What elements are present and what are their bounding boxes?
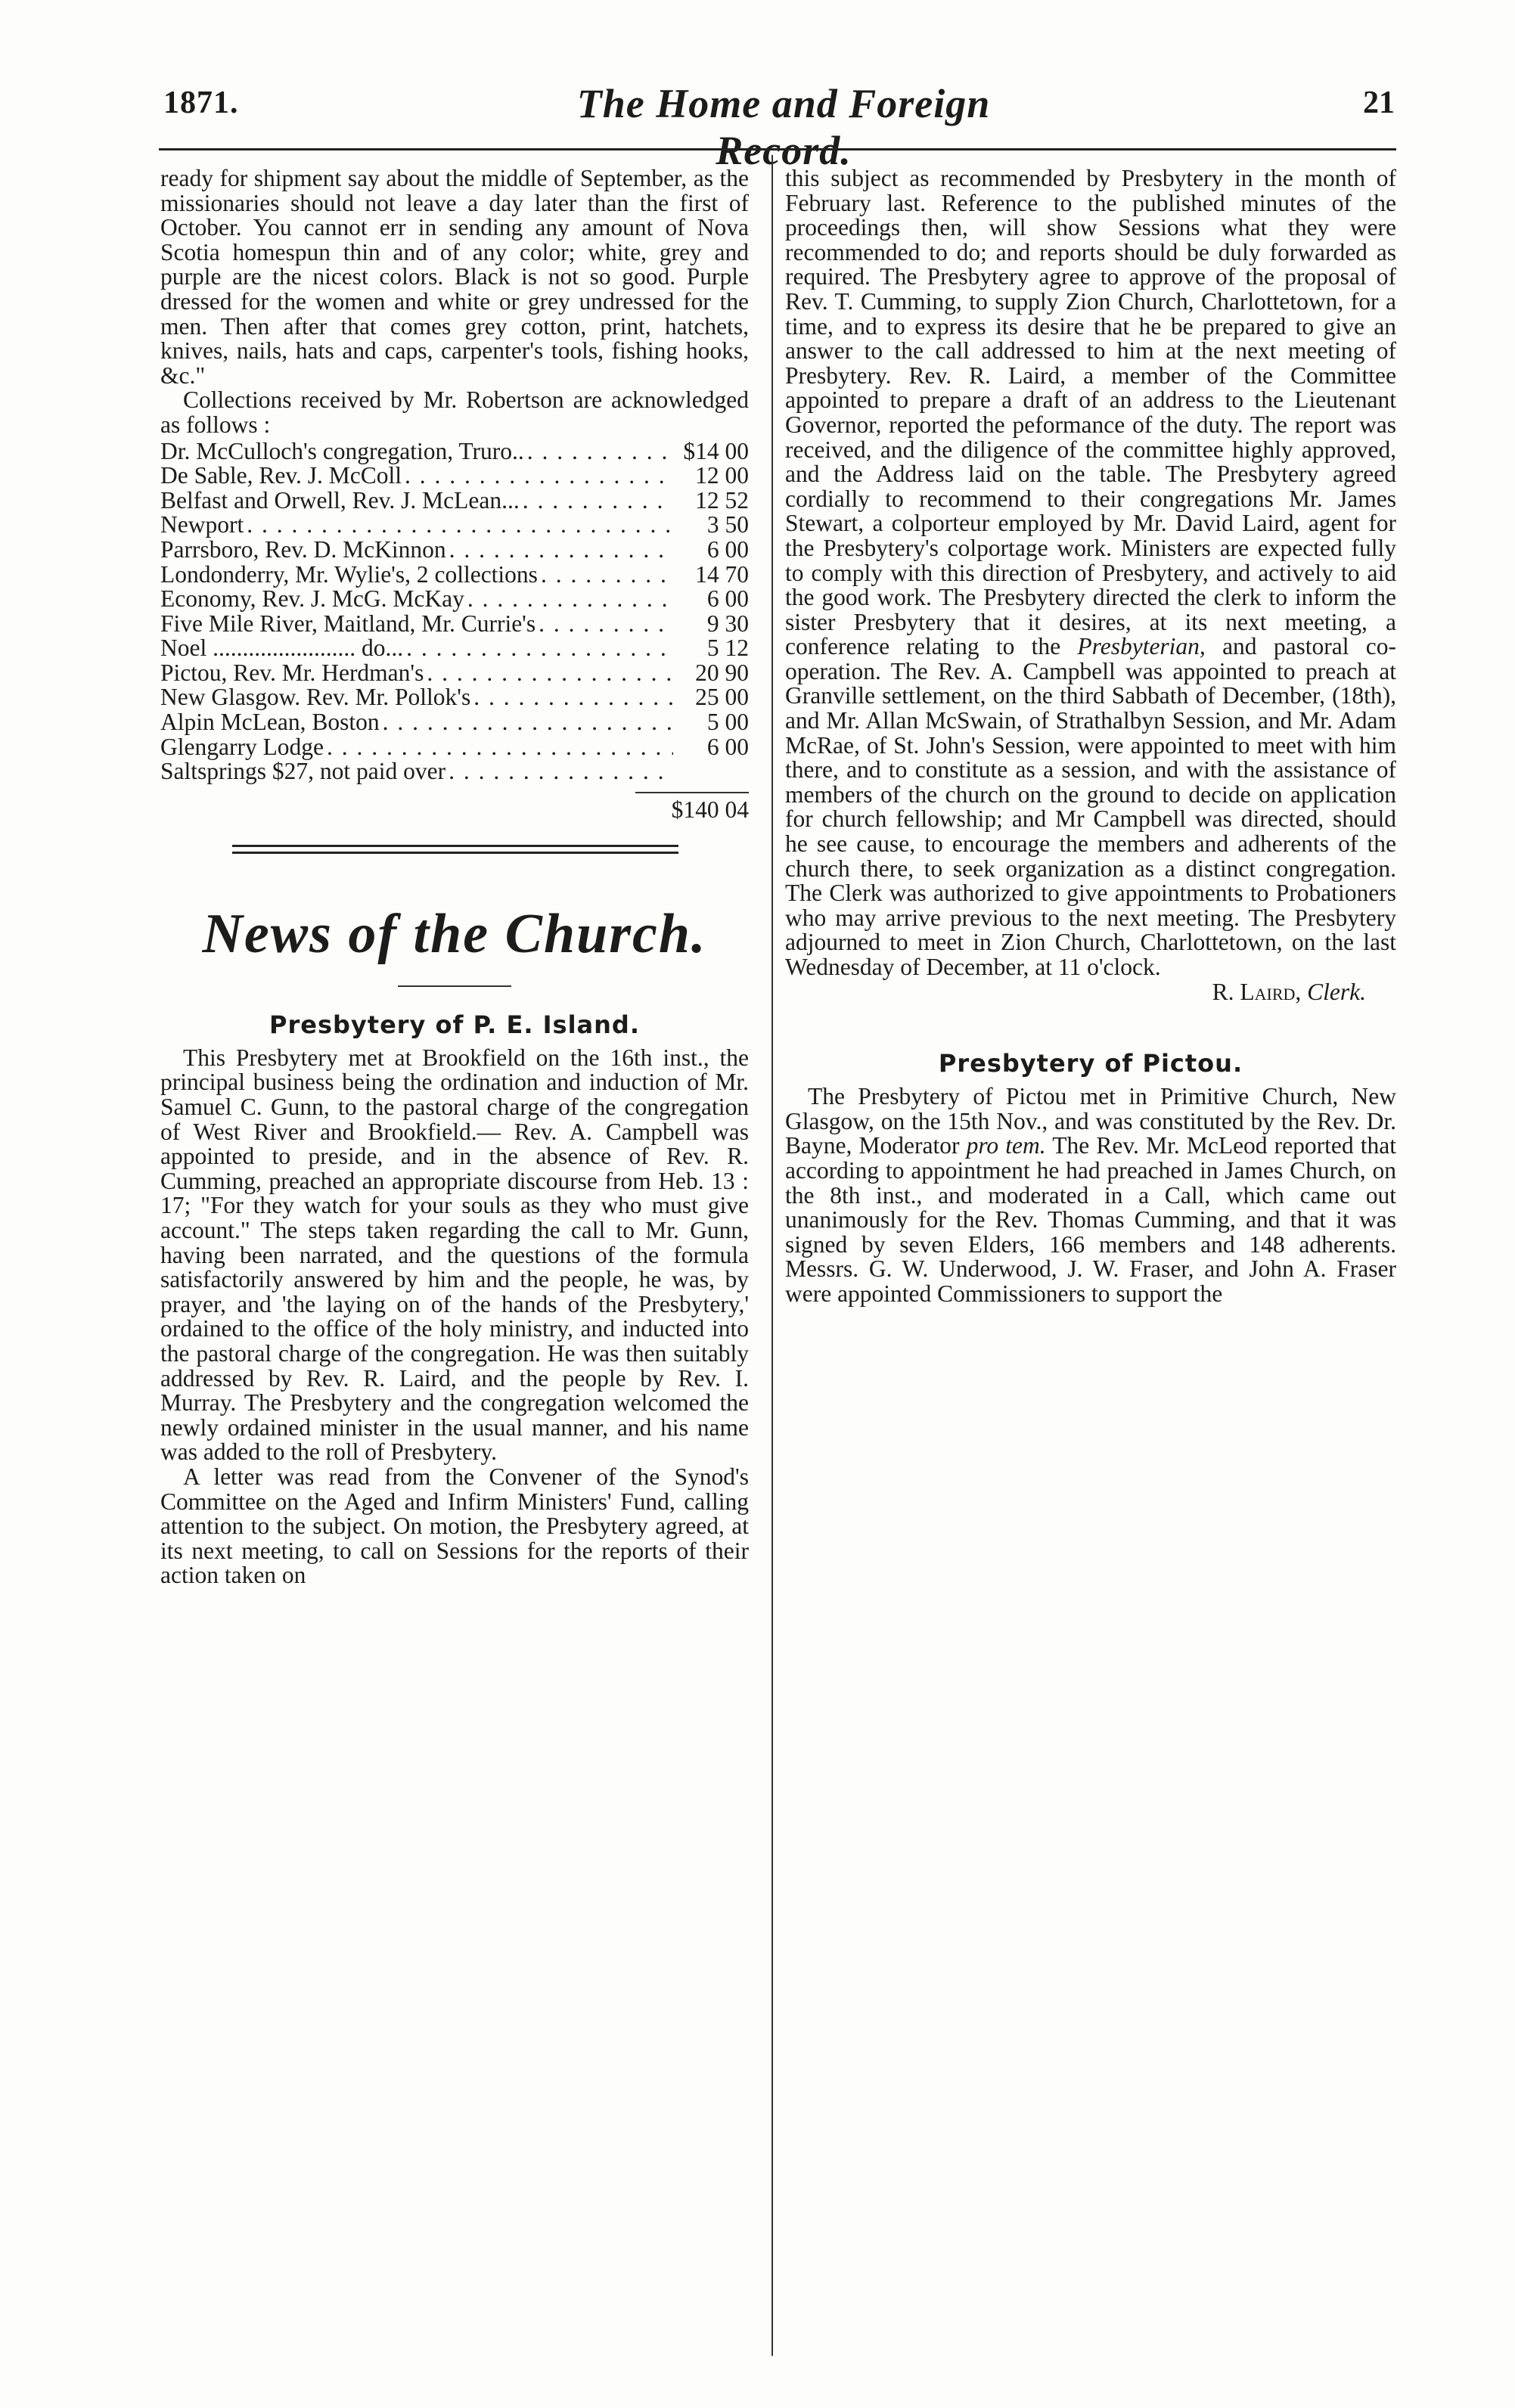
ledger-row bbox=[160, 685, 749, 710]
ledger-row bbox=[160, 486, 749, 514]
subheading-pictou: Presbytery of Pictou. bbox=[938, 1049, 1243, 1078]
right-column bbox=[785, 166, 1396, 1307]
ledger-row bbox=[160, 735, 749, 760]
ledger-row bbox=[160, 560, 749, 588]
ledger-amount: 6 00 bbox=[706, 733, 749, 760]
double-rule bbox=[232, 845, 678, 854]
pei-paragraph-2: A letter was read from the Convener of the Synod's Committee on the Aged and Infirm Ministers' Fund, calling attention to the subject. On motion, the Presbytery agreed, at its next meeting, to call on Sessions for the reports of their action taken on bbox=[160, 1463, 749, 1589]
ledger-row bbox=[160, 587, 749, 612]
ledger-name: Pictou, Rev. Mr. Herdman's bbox=[160, 659, 424, 686]
ledger-name: Saltsprings $27, not paid over bbox=[160, 758, 446, 785]
italic-run: Presbyterian, bbox=[1077, 633, 1206, 660]
heading-rule bbox=[398, 985, 511, 987]
ledger-name: Alpin McLean, Boston bbox=[160, 709, 380, 736]
left-column bbox=[160, 166, 749, 1588]
ledger-name: Londonderry, Mr. Wylie's, 2 collections bbox=[160, 560, 538, 588]
ledger-name: Economy, Rev. J. McG. McKay bbox=[160, 585, 464, 613]
ledger-amount: 25 00 bbox=[695, 684, 749, 711]
header-rule bbox=[159, 148, 1396, 150]
collections-ledger bbox=[160, 439, 749, 784]
ledger-row bbox=[160, 439, 749, 464]
ledger-name: Five Mile River, Maitland, Mr. Currie's bbox=[160, 610, 536, 637]
ledger-name: New Glasgow. Rev. Mr. Pollok's bbox=[160, 684, 471, 711]
pei-paragraph-1: This Presbytery met at Brookfield on the 16th inst., the principal business being the ordination and induction of Mr. Samuel C. Gunn, to the pastoral charge of the congregation of West River and Brookfield.— Rev. A. Campbell was appointed to preside, and in the absence of Rev. R. Cumming, preached an appropriate discourse from Heb. 13 : 17; "For they watch for your souls as they who must give account." The steps taken regarding the call to Mr. Gunn, having been narrated, and the questions of the formula satisfactorily answered by him and the people, he was, by prayer, and 'the laying on of the hands of the Presbytery,' ordained to the office of the holy ministry, and inducted into the pastoral charge of the congregation. He was then suitably addressed by Rev. R. Laird, and the people by Rev. I. Murray. The Presbytery and the congregation welcomed the newly ordained minister in the usual manner, and his name was added to the roll of Presbytery. bbox=[160, 1044, 749, 1466]
ledger-name: De Sable, Rev. J. McColl bbox=[160, 462, 402, 489]
ledger-name: Parrsboro, Rev. D. McKinnon bbox=[160, 535, 446, 563]
ledger-amount: 9 30 bbox=[706, 610, 749, 637]
ledger-amount: 20 90 bbox=[695, 659, 749, 686]
ledger-name: Noel ........................ do... bbox=[160, 635, 404, 662]
header-title: The Home and Foreign Record. bbox=[576, 81, 991, 173]
column-divider bbox=[771, 155, 773, 2356]
ledger-amount: 14 70 bbox=[695, 560, 749, 588]
pei-continued-paragraph bbox=[785, 166, 1396, 980]
text-run: and pastoral co-operation. The Rev. A. Campbell was appointed to preach at Granville settlement, on the third Sabbath of December, (18th), and Mr. Allan McSwain, of Strathalbyn Session, and Mr. Adam McRae, of St. John's Session, were appointed to meet with him there, and to constitute as a session, and with the assistance of members of the church on the ground to decide on application for church fellowship; and Mr Campbell was directed, should he see cause, to encourage the members and adherents of the church there, to seek organization as a distinct congregation. The Clerk was authorized to give appointments to Probationers who may arrive previous to the next meeting. The Presbytery adjourned to meet in Zion Church, Charlottetown, on the last Wednesday of December, at 11 o'clock. bbox=[785, 633, 1397, 980]
collections-total: $140 04 bbox=[671, 796, 749, 823]
subheading-pei: Presbytery of P. E. Island. bbox=[269, 1010, 640, 1039]
page-header bbox=[163, 81, 1395, 173]
ledger-name: Newport bbox=[160, 511, 244, 538]
ledger-amount: 5 00 bbox=[706, 709, 749, 736]
ledger-row bbox=[160, 464, 749, 489]
ledger-name: Belfast and Orwell, Rev. J. McLean... bbox=[160, 486, 520, 514]
text-run: The Rev. Mr. McLeod reported that according to appointment he had preached in James Church, on the 8th inst., and moderated in a Call, which came out unanimously for the Rev. Thomas Cumming, and that it was signed by seven Elders, 166 members and 148 adherents. Messrs. G. W. Underwood, J. W. Fraser, and John A. Fraser were appointed Commissioners to support the bbox=[785, 1132, 1396, 1307]
continued-paragraph: ready for shipment say about the middle of September, as the missionaries should not leave a day later than the first of October. You cannot err in sending any amount of Nova Scotia homespun thin and of any color; white, grey and purple are the nicest colors. Black is not so good. Purple dressed for the women and white or grey undressed for the men. Then after that comes grey cotton, print, hatchets, knives, nails, hats and caps, carpenter's tools, fishing hooks, &c." bbox=[160, 165, 749, 389]
ledger-amount: 12 52 bbox=[695, 486, 749, 514]
pictou-paragraph bbox=[785, 1085, 1396, 1306]
ledger-name: Dr. McCulloch's congregation, Truro.. bbox=[160, 437, 524, 464]
ledger-row bbox=[160, 612, 749, 637]
signature-title: Clerk. bbox=[1307, 978, 1366, 1005]
ledger-name: Glengarry Lodge bbox=[160, 733, 324, 760]
ledger-amount: 3 50 bbox=[706, 511, 749, 538]
collections-intro: Collections received by Mr. Robertson are acknowledged as follows : bbox=[160, 386, 749, 438]
ledger-amount: $14 00 bbox=[683, 437, 749, 464]
ledger-row bbox=[160, 535, 749, 563]
signature-name: R. Laird, bbox=[1212, 978, 1302, 1005]
ledger-amount: 5 12 bbox=[706, 635, 749, 662]
section-heading: News of the Church. bbox=[202, 902, 707, 965]
ledger-row bbox=[160, 636, 749, 661]
ledger-row bbox=[160, 710, 749, 735]
header-year: 1871. bbox=[163, 85, 239, 120]
text-run: this subject as recommended by Presbytery in the month of February last. Reference to the published minutes of the proceedings then, will show Sessions what they were recommended to do; and reports should be duly forwarded as required. The Presbytery agree to approve of the proposal of Rev. T. Cumming, to supply Zion Church, Charlottetown, for a time, and to express its desire that he be prepared to give an answer to the call addressed to him at the next meeting of Presbytery. Rev. R. Laird, a member of the Committee appointed to prepare a draft of an address to the Lieutenant Governor, reported the peformance of the duty. The report was received, and the diligence of the committee highly approved, and the Address laid on the table. The Presbytery agreed cordially to recommend to their congregations Mr. James Stewart, a colporteur employed by Mr. David Laird, agent for the Presbytery's colportage work. Ministers are expected fully to comply with this direction of Presbytery, and actively to aid the good work. The Presbytery directed the clerk to inform the sister Presbytery that it desires, at its next meeting, a conference relating to the bbox=[785, 165, 1396, 660]
header-page-number: 21 bbox=[1363, 85, 1395, 120]
italic-run: pro tem. bbox=[966, 1132, 1046, 1159]
ledger-amount: 6 00 bbox=[706, 585, 749, 613]
text-run: The Presbytery of Pictou met in Primitive Church, New Glasgow, on the 15th Nov., and was constituted by the Rev. Dr. Bayne, Moderator bbox=[785, 1083, 1396, 1159]
ledger-row bbox=[160, 513, 749, 538]
ledger-row bbox=[160, 759, 749, 784]
total-rule bbox=[635, 792, 749, 793]
ledger-row bbox=[160, 661, 749, 686]
ledger-amount: 12 00 bbox=[695, 462, 749, 489]
signature bbox=[785, 980, 1396, 1005]
ledger-amount: 6 00 bbox=[706, 535, 749, 563]
